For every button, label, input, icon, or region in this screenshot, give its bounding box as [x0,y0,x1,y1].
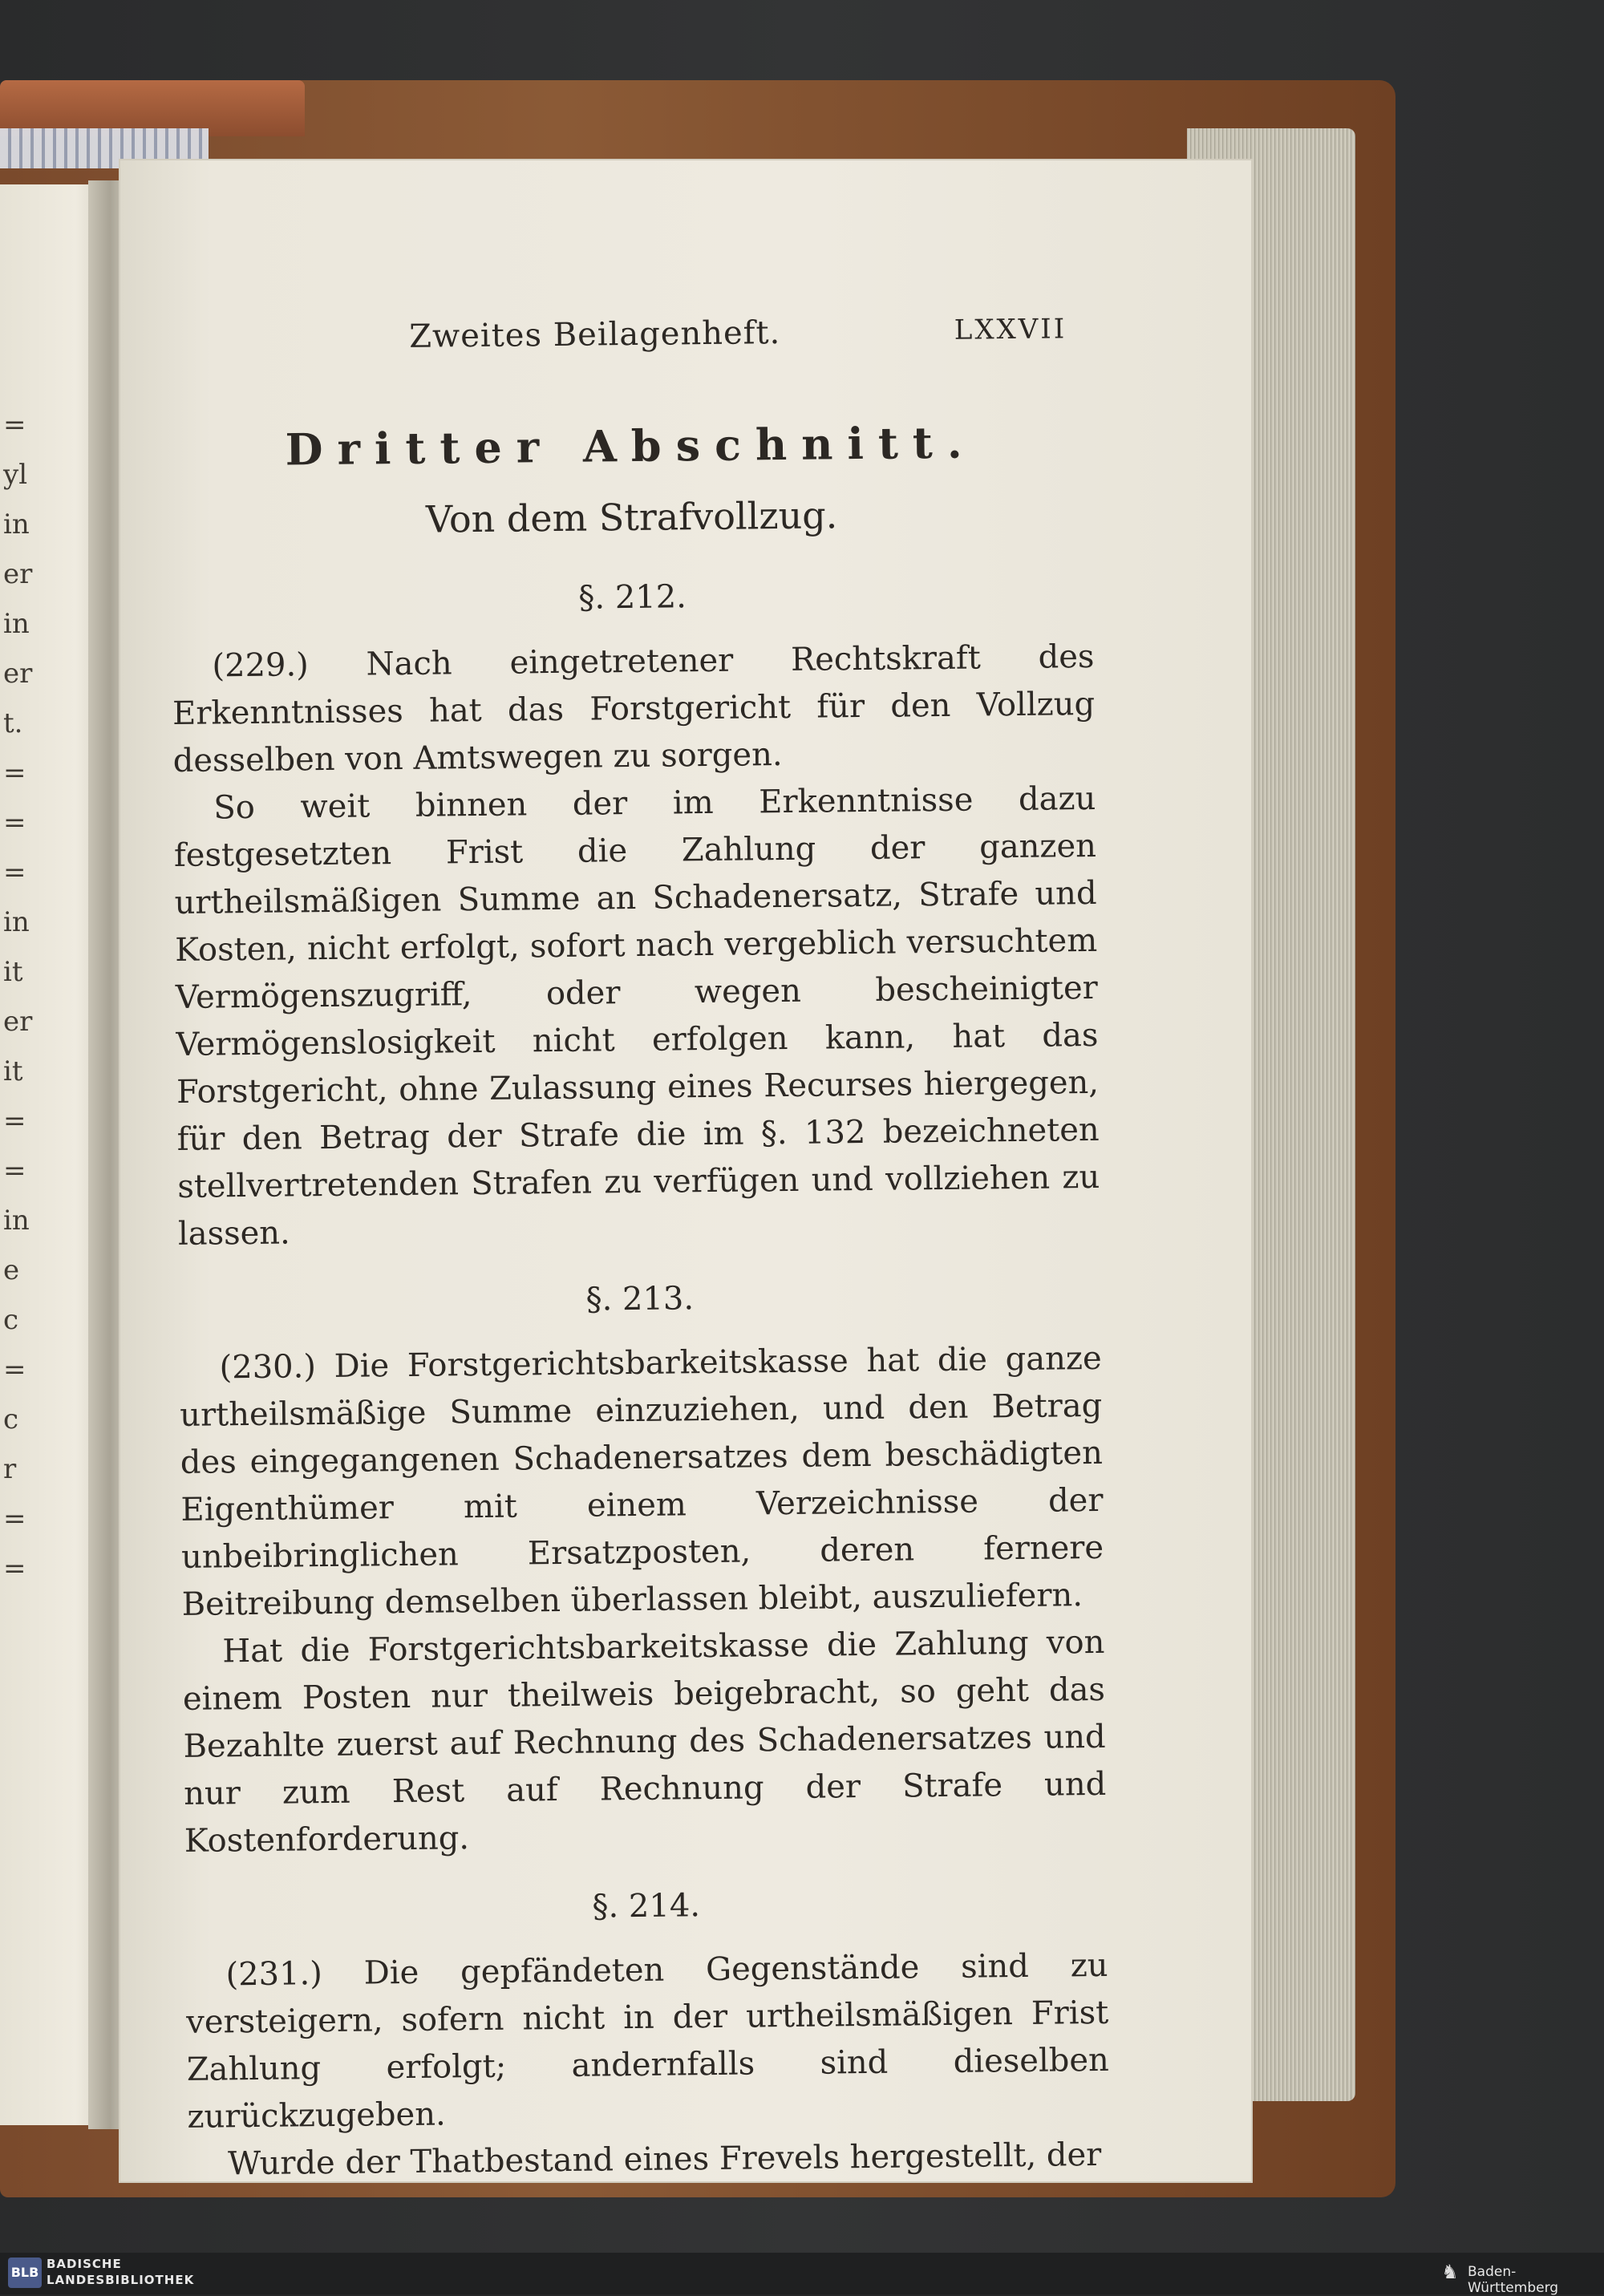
left-edge-fragment: in [3,608,30,640]
footer-bar [0,2253,1604,2294]
section-title: Dritter Abschnitt. [285,416,977,476]
left-edge-fragment: in [3,906,30,938]
coat-of-arms-icon: ♞ [1441,2261,1459,2283]
running-title: Zweites Beilagenheft. [408,314,781,355]
left-edge-fragment: t. [3,707,23,739]
left-edge-fragment: = [3,1354,26,1386]
library-name-line1: BADISCHE [47,2257,122,2271]
paragraph-text: (229.) Nach eingetretener Rechtskraft des Erkenntnisses hat das Forstgericht für den Vollzug desselben von Amtswegen zu sorgen. [172,638,1096,780]
left-edge-fragment: = [3,1105,26,1137]
left-edge-fragment: = [3,1155,26,1187]
paragraph-number: §. 214. [592,1887,701,1925]
library-name-line2: LANDESBIBLIOTHEK [47,2273,195,2287]
left-edge-fragment: it [3,1055,23,1087]
paragraph-text: So weit binnen der im Erkenntnisse dazu festgesetzten Frist die Zahlung der ganzen urtheilsmäßigen Summe an Schadenersatz, Strafe und Kosten, nicht erfolgt, sofort nach vergeblich versuchtem Vermögenszugriff, oder wegen bescheinigter Vermögenslosigkeit nicht erfolgen kann, hat das Forstgericht, ohne Zulassung eines Recurses hiergegen, für den Betrag der Strafe die im §. 132 bezeichneten stellvertretenden Strafen zu verfügen und vollziehen zu lassen. [173,780,1100,1253]
left-edge-fragment: er [3,658,33,690]
left-edge-fragment: r [3,1453,17,1485]
paragraph-number: §. 212. [578,578,687,617]
left-edge-fragment: e [3,1254,20,1286]
library-name [47,2256,194,2288]
blb-logo-icon: BLB [8,2258,42,2288]
paragraph-text: (231.) Die gepfändeten Gegenstände sind zu versteigern, sofern nicht in der urtheilsmäßigen Frist Zahlung erfolgt; andernfalls sind dieselben zurückzugeben. [185,1946,1110,2136]
left-edge-fragment: in [3,508,30,541]
left-edge-fragment: in [3,1205,30,1237]
paragraph-text: Wurde der Thatbestand eines Frevels hergestellt, der [227,2136,1102,2183]
body-text [171,574,1110,2189]
left-edge-fragment: er [3,558,33,590]
paragraph-text: (230.) Die Forstgerichtsbarkeitskasse hat die ganze urtheilsmäßige Summe einzuziehen, und den Betrag des eingegangenen Schadenersatzes dem beschädigten Eigenthümer mit einem Verzeichnisse der unbeibringlichen Ersatzposten, deren fernere Beitreibung demselben überlassen bleibt, auszuliefern. [180,1339,1104,1623]
left-edge-fragment: = [3,1553,26,1585]
left-edge-fragment: er [3,1006,33,1038]
left-edge-fragment: = [3,856,26,889]
section-subtitle: Von dem Strafvollzug. [425,493,838,541]
left-edge-fragment: = [3,757,26,789]
page-number: LXXVII [954,313,1067,346]
left-edge-fragment: c [3,1304,19,1336]
paragraph-text: Hat die Forstgerichtsbarkeitskasse die Zahlung von einem Posten nur theilweis beigebracht, so geht das Bezahlte zuerst auf Rechnung des Schadenersatzes und nur zum Rest auf Rechnung der Strafe und Kostenforderung. [182,1623,1107,1860]
paragraph-number: §. 213. [585,1280,695,1318]
running-header [168,311,1092,369]
page-content [168,311,1110,2189]
left-edge-fragment: yl [3,459,28,491]
left-edge-fragment: = [3,409,26,441]
state-name: Baden-Württemberg [1468,2264,1559,2296]
left-edge-fragment: it [3,956,23,988]
left-edge-fragment: c [3,1403,19,1436]
left-edge-fragment: = [3,807,26,839]
left-edge-fragment: = [3,1503,26,1535]
